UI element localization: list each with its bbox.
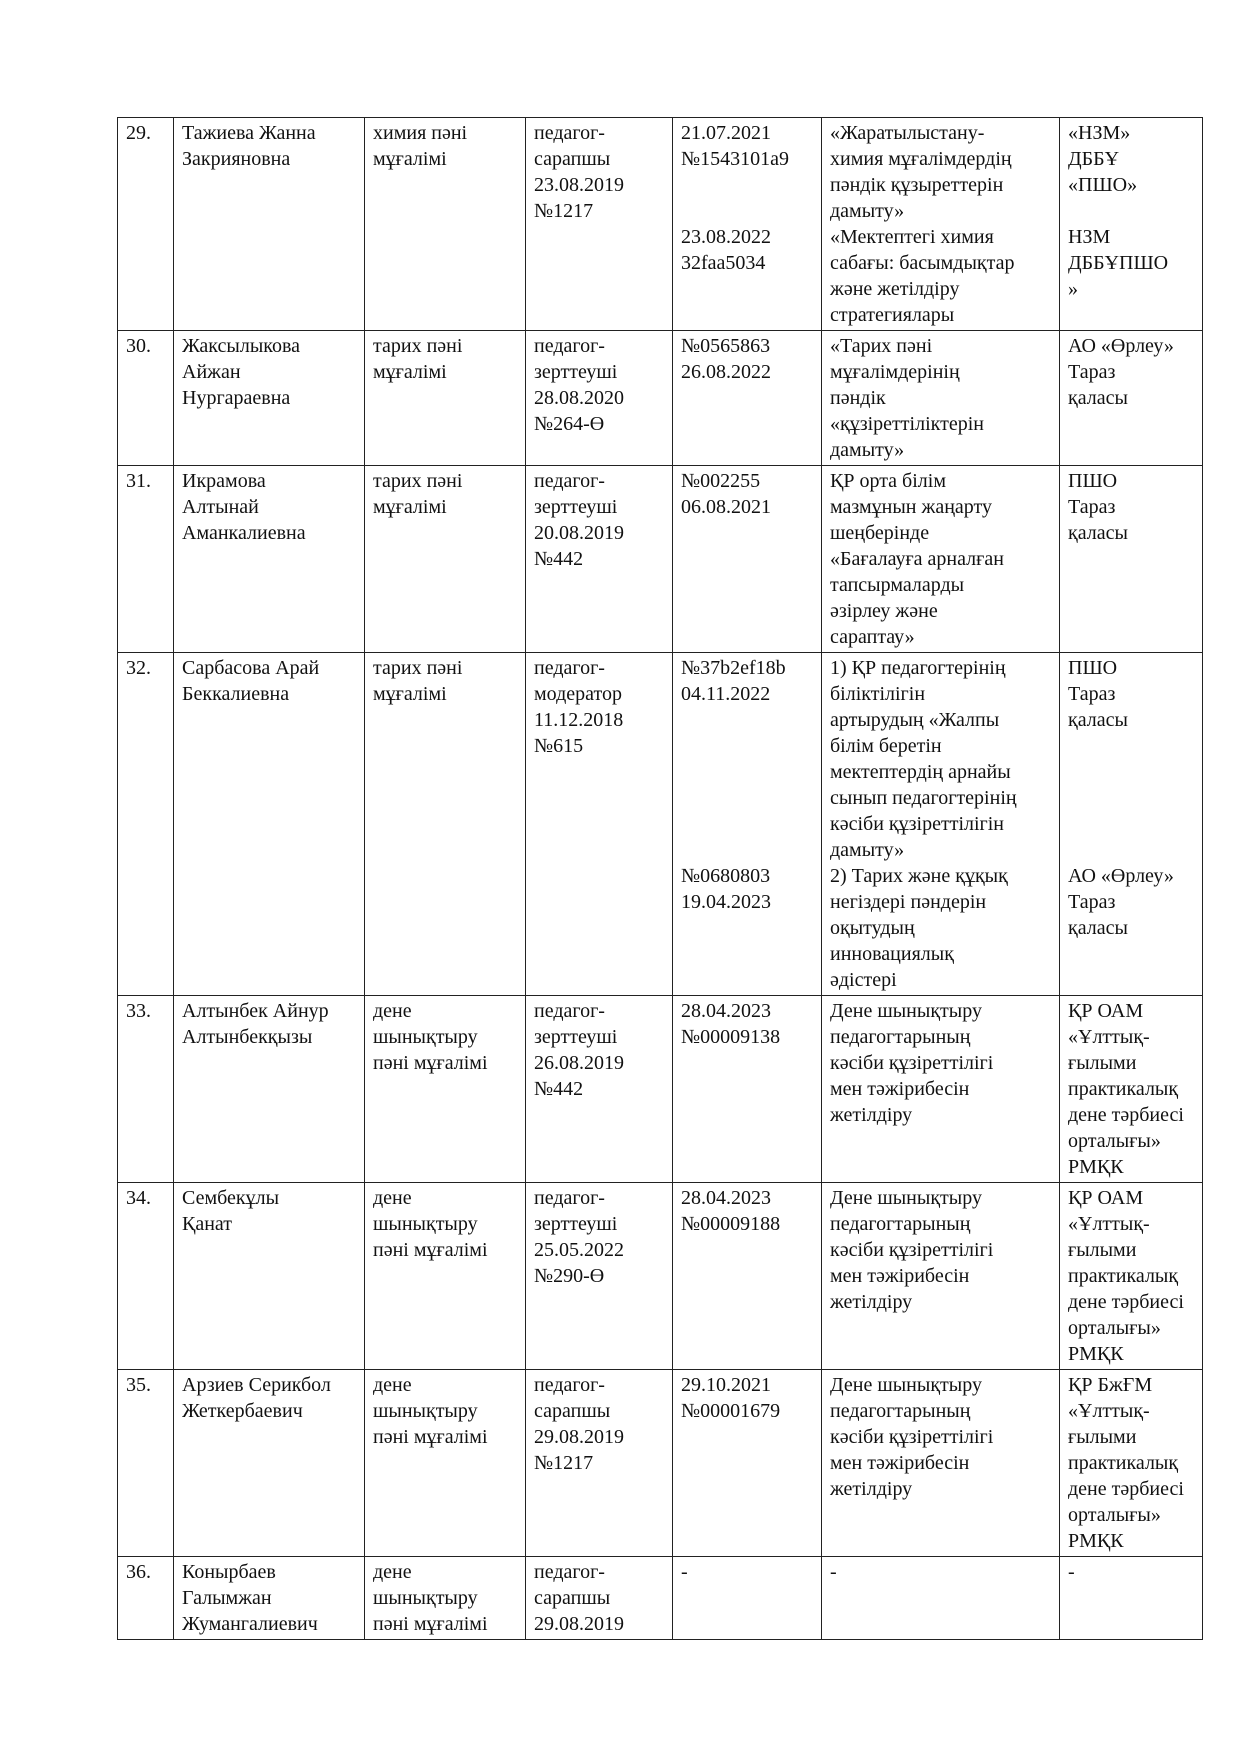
course-organization: ПШО Тараз қаласы АО «Өрлеу» Тараз қаласы <box>1060 653 1203 996</box>
course-title: Дене шынықтыру педагогтарының кәсіби құзіреттілігі мен тәжірибесін жетілдіру <box>822 1183 1060 1370</box>
certificate-info: 28.04.2023 №00009188 <box>673 1183 822 1370</box>
course-title: «Жаратылыстану- химия мұғалімдердің пәндік құзыреттерін дамыту» «Мектептегі химия сабағы: басымдықтар және жетілдіру стратегиялары <box>822 118 1060 331</box>
course-organization: «НЗМ» ДББҰ «ПШО» НЗМ ДББҰПШО » <box>1060 118 1203 331</box>
teacher-category: педагог- зерттеуші 25.05.2022 №290-Ө <box>526 1183 673 1370</box>
teacher-position: дене шынықтыру пәні мұғалімі <box>365 996 526 1183</box>
table-row <box>118 331 1203 466</box>
teacher-name: Сембекұлы Қанат <box>174 1183 365 1370</box>
certificate-info: 21.07.2021 №1543101a9 23.08.2022 32faa5034 <box>673 118 822 331</box>
table-row <box>118 1557 1203 1640</box>
row-number: 29. <box>118 118 174 331</box>
teacher-position: тарих пәні мұғалімі <box>365 331 526 466</box>
teacher-category: педагог- сарапшы 23.08.2019 №1217 <box>526 118 673 331</box>
course-organization: ҚР ОАМ «Ұлттық- ғылыми практикалық дене тәрбиесі орталығы» РМҚК <box>1060 996 1203 1183</box>
teacher-position: дене шынықтыру пәні мұғалімі <box>365 1183 526 1370</box>
teacher-category: педагог- сарапшы 29.08.2019 №1217 <box>526 1370 673 1557</box>
table-row <box>118 118 1203 331</box>
teacher-category: педагог- сарапшы 29.08.2019 <box>526 1557 673 1640</box>
teacher-position: дене шынықтыру пәні мұғалімі <box>365 1557 526 1640</box>
teacher-category: педагог- зерттеуші 26.08.2019 №442 <box>526 996 673 1183</box>
course-title: 1) ҚР педагогтерінің біліктілігін артырудың «Жалпы білім беретін мектептердің арнайы сынып педагогтерінің кәсіби құзіреттілігін дамыту» 2) Тарих және құқық негіздері пәндерін оқытудың инновациялық әдістері <box>822 653 1060 996</box>
teacher-category: педагог- зерттеуші 28.08.2020 №264-Ө <box>526 331 673 466</box>
course-title: ҚР орта білім мазмұнын жаңарту шеңберінде «Бағалауға арналған тапсырмаларды әзірлеу және сараптау» <box>822 466 1060 653</box>
teacher-name: Арзиев Серикбол Жеткербаевич <box>174 1370 365 1557</box>
row-number: 35. <box>118 1370 174 1557</box>
table-row <box>118 466 1203 653</box>
course-organization: ҚР БжҒМ «Ұлттық- ғылыми практикалық дене тәрбиесі орталығы» РМҚК <box>1060 1370 1203 1557</box>
table-row <box>118 1370 1203 1557</box>
row-number: 30. <box>118 331 174 466</box>
course-organization: ҚР ОАМ «Ұлттық- ғылыми практикалық дене тәрбиесі орталығы» РМҚК <box>1060 1183 1203 1370</box>
table-row <box>118 653 1203 996</box>
teacher-name: Жаксылыкова Айжан Нургараевна <box>174 331 365 466</box>
teacher-position: тарих пәні мұғалімі <box>365 466 526 653</box>
teacher-position: тарих пәні мұғалімі <box>365 653 526 996</box>
teacher-category: педагог- модератор 11.12.2018 №615 <box>526 653 673 996</box>
row-number: 33. <box>118 996 174 1183</box>
teacher-position: химия пәні мұғалімі <box>365 118 526 331</box>
teacher-name: Тажиева Жанна Закрияновна <box>174 118 365 331</box>
table-row <box>118 1183 1203 1370</box>
teacher-category: педагог- зерттеуші 20.08.2019 №442 <box>526 466 673 653</box>
table-row <box>118 996 1203 1183</box>
course-title: - <box>822 1557 1060 1640</box>
course-title: Дене шынықтыру педагогтарының кәсіби құзіреттілігі мен тәжірибесін жетілдіру <box>822 996 1060 1183</box>
teacher-name: Алтынбек Айнур Алтынбекқызы <box>174 996 365 1183</box>
teacher-name: Икрамова Алтынай Аманкалиевна <box>174 466 365 653</box>
row-number: 31. <box>118 466 174 653</box>
course-title: Дене шынықтыру педагогтарының кәсіби құзіреттілігі мен тәжірибесін жетілдіру <box>822 1370 1060 1557</box>
row-number: 36. <box>118 1557 174 1640</box>
course-organization: - <box>1060 1557 1203 1640</box>
row-number: 34. <box>118 1183 174 1370</box>
teacher-position: дене шынықтыру пәні мұғалімі <box>365 1370 526 1557</box>
certificate-info: 28.04.2023 №00009138 <box>673 996 822 1183</box>
certificate-info: 29.10.2021 №00001679 <box>673 1370 822 1557</box>
teacher-name: Сарбасова Арай Беккалиевна <box>174 653 365 996</box>
teachers-table <box>117 117 1203 1640</box>
course-organization: ПШО Тараз қаласы <box>1060 466 1203 653</box>
course-organization: АО «Өрлеу» Тараз қаласы <box>1060 331 1203 466</box>
certificate-info: - <box>673 1557 822 1640</box>
course-title: «Тарих пәні мұғалімдерінің пәндік «құзіреттіліктерін дамыту» <box>822 331 1060 466</box>
certificate-info: №0565863 26.08.2022 <box>673 331 822 466</box>
certificate-info: №002255 06.08.2021 <box>673 466 822 653</box>
certificate-info: №37b2ef18b 04.11.2022 №0680803 19.04.2023 <box>673 653 822 996</box>
row-number: 32. <box>118 653 174 996</box>
teacher-name: Конырбаев Галымжан Жумангалиевич <box>174 1557 365 1640</box>
